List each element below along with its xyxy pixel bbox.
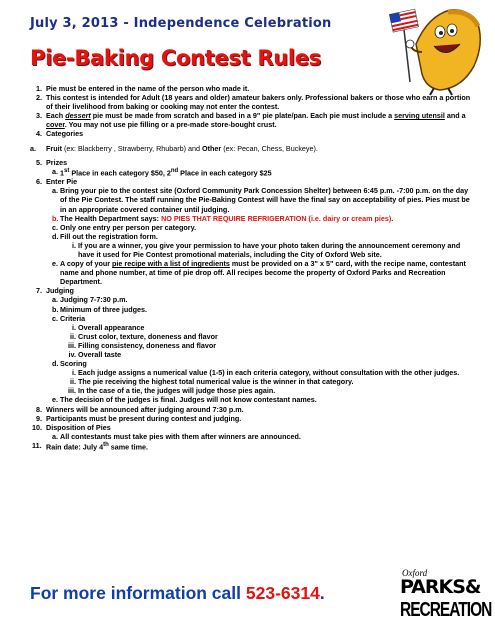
categories-line	[30, 144, 475, 153]
rule-text: Place in each category $50, 2	[69, 168, 171, 178]
rule-text: .	[391, 213, 394, 223]
list-marker: 1.	[36, 84, 42, 93]
rule-4	[30, 129, 475, 138]
rule-7c-iii	[30, 341, 475, 350]
rule-text: pie must be made from scratch and based in a 9" pie plate/pan. Each pie must include a	[90, 111, 395, 121]
rule-text: Participants must be present during contest and judging.	[46, 413, 242, 423]
rule-7a	[30, 295, 475, 304]
list-marker: a.	[52, 186, 58, 196]
parks-recreation-logo	[400, 568, 492, 628]
rule-text: must be provided on a 3" x 5" card, with the recipe name, contestant name and phone number, at time of pie drop off. All recipes become the property of Oxford Parks and Recreation Department.	[60, 259, 466, 287]
rule-7b	[30, 305, 475, 314]
list-marker: i.	[72, 322, 76, 332]
list-marker: i.	[72, 240, 76, 250]
rule-text-emphasis: cover	[46, 120, 65, 130]
rule-9	[30, 414, 475, 423]
rule-6d-i	[30, 241, 475, 259]
list-marker: d.	[52, 231, 59, 241]
rule-text: Judging 7-7:30 p.m.	[60, 295, 128, 305]
list-marker: a.	[30, 143, 36, 153]
rule-text: Each	[46, 111, 66, 121]
list-marker: 4.	[36, 129, 42, 139]
rule-text: This contest is intended for Adult (18 years and older) amateur bakers only. Professional bakers or those who earn a portion of their livelihood from baking or cooking may not enter the contest.	[46, 93, 471, 112]
contact-text: .	[319, 583, 325, 603]
rule-text: Criteria	[60, 313, 86, 323]
list-marker: 7.	[36, 286, 42, 296]
rule-text: Enter Pie	[46, 177, 78, 187]
health-warning: NO PIES THAT REQUIRE REFRIGERATION (i.e. dairy or cream pies)	[161, 213, 392, 223]
list-marker: iv.	[68, 350, 76, 360]
list-marker: a.	[52, 431, 58, 441]
superscript: st	[64, 167, 70, 174]
rule-7d-i	[30, 368, 475, 377]
rule-7d-ii	[30, 377, 475, 386]
rule-3	[30, 111, 475, 129]
rule-5a	[30, 167, 475, 177]
rule-text: The Health Department says:	[60, 213, 162, 223]
list-marker: ii.	[70, 331, 76, 341]
list-marker: b.	[52, 213, 59, 223]
category-other: Other	[202, 143, 222, 153]
superscript: th	[103, 441, 109, 448]
list-marker: c.	[52, 313, 58, 323]
rule-text: The decision of the judges is final. Judges will not know contestant names.	[60, 395, 317, 405]
rule-text: The pie receiving the highest total numerical value is the winner in that category.	[78, 377, 354, 387]
list-marker: 6.	[36, 177, 42, 187]
list-marker: 3.	[36, 111, 42, 121]
rule-text: . You may not use pie filling or a pre-made store-bought crust.	[64, 120, 277, 130]
page-title: Pie-Baking Contest Rules	[30, 46, 321, 70]
rule-8	[30, 405, 475, 414]
rule-1	[30, 84, 475, 93]
rule-text: Bring your pie to the contest site (Oxford Community Park Concession Shelter) between 6:45 p.m. -7:00 p.m. on the day of the Pie Contest. The staff running the Pie-Baking Contest will have the final say on acceptability of pies. Pies must be in an appropriate covered container until judging.	[60, 186, 470, 214]
rule-text: Scoring	[60, 359, 87, 369]
rule-text: In the case of a tie, the judges will judge those pies again.	[78, 386, 276, 396]
rule-text: (ex: Blackberry , Strawberry, Rhubarb) and	[61, 143, 203, 153]
rule-text: A copy of your	[60, 259, 113, 269]
list-marker: ii.	[70, 377, 76, 387]
rule-text: Overall taste	[78, 350, 122, 360]
rule-text-emphasis: dessert	[65, 111, 91, 121]
list-marker: c.	[52, 222, 58, 232]
phone-number: 523-6314	[245, 583, 320, 603]
rule-7d	[30, 359, 475, 368]
list-marker: 2.	[36, 93, 42, 103]
rule-6c	[30, 223, 475, 232]
logo-parks-text: PARKS&	[400, 576, 481, 598]
superscript: nd	[170, 167, 179, 174]
rule-text: If you are a winner, you give your permission to have your photo taken during the announcement ceremony and have it used for Pie Contest promotional materials, including the City of Oxford Web site.	[78, 240, 461, 259]
logo-recreation-text: RECREATION	[400, 599, 492, 622]
list-marker: 11.	[32, 440, 42, 450]
list-marker: d.	[52, 359, 59, 369]
list-marker: 5.	[36, 157, 42, 167]
rule-text: Only one entry per person per category.	[60, 222, 197, 232]
rule-text: Prizes	[46, 157, 68, 167]
list-marker: e.	[52, 395, 58, 405]
list-marker: b.	[52, 304, 59, 314]
rule-text: Minimum of three judges.	[60, 304, 148, 314]
flag-icon	[389, 9, 418, 32]
rule-7c-i	[30, 323, 475, 332]
rule-text: Winners will be announced after judging around 7:30 p.m.	[46, 404, 244, 414]
list-marker: 8.	[36, 404, 42, 414]
rule-6a	[30, 186, 475, 213]
rule-7c	[30, 314, 475, 323]
list-marker: a.	[52, 166, 58, 176]
rule-7c-ii	[30, 332, 475, 341]
list-marker: 10.	[32, 422, 42, 432]
list-marker: iii.	[68, 340, 76, 350]
list-marker: 9.	[36, 413, 42, 423]
rule-2	[30, 93, 475, 111]
rule-11	[30, 441, 475, 451]
rule-6e	[30, 259, 475, 286]
rule-10a	[30, 432, 475, 441]
list-marker: iii.	[68, 386, 76, 396]
rule-text-emphasis: serving utensil	[394, 111, 445, 121]
rule-7c-iv	[30, 350, 475, 359]
rule-text: Rain date: July 4	[46, 442, 104, 452]
rule-10	[30, 423, 475, 432]
list-marker: a.	[52, 295, 58, 305]
contact-text: For more information call	[30, 583, 246, 603]
rule-text: Fill out the registration form.	[60, 231, 158, 241]
rule-7d-iii	[30, 386, 475, 395]
rule-text: and a	[444, 111, 466, 121]
contact-line	[30, 583, 325, 604]
pie-mascot-illustration	[388, 4, 488, 96]
rule-text: Categories	[46, 129, 84, 139]
category-fruit: Fruit	[46, 143, 62, 153]
rule-text: Judging	[46, 286, 74, 296]
rule-7	[30, 286, 475, 295]
rule-text: 1	[60, 168, 64, 178]
list-marker: e.	[52, 259, 58, 269]
rule-7e	[30, 395, 475, 404]
rule-text: Disposition of Pies	[46, 422, 111, 432]
rule-text: Place in each category $25	[178, 168, 272, 178]
rule-text: same time.	[108, 442, 148, 452]
rule-text: Each judge assigns a numerical value (1-5) in each criteria category, without consultation with the other judges.	[78, 368, 460, 378]
rule-6b	[30, 214, 475, 223]
rule-5	[30, 158, 475, 167]
rule-text: All contestants must take pies with them after winners are announced.	[60, 431, 301, 441]
rule-text: Pie must be entered in the name of the person who made it.	[46, 84, 250, 93]
rule-text: Filling consistency, doneness and flavor	[78, 340, 217, 350]
rule-6	[30, 177, 475, 186]
rule-text-emphasis: pie recipe with a list of ingredients	[112, 259, 230, 269]
rule-text: Overall appearance	[78, 322, 145, 332]
rule-text: (ex: Pecan, Chess, Buckeye).	[221, 143, 318, 153]
list-marker: i.	[72, 368, 76, 378]
rule-text: Crust color, texture, doneness and flavor	[78, 331, 218, 341]
rule-6d	[30, 232, 475, 241]
date-line: July 3, 2013 - Independence Celebration	[30, 16, 332, 31]
logo-oxford-text: Oxford	[402, 568, 428, 578]
rules-list	[30, 84, 475, 451]
